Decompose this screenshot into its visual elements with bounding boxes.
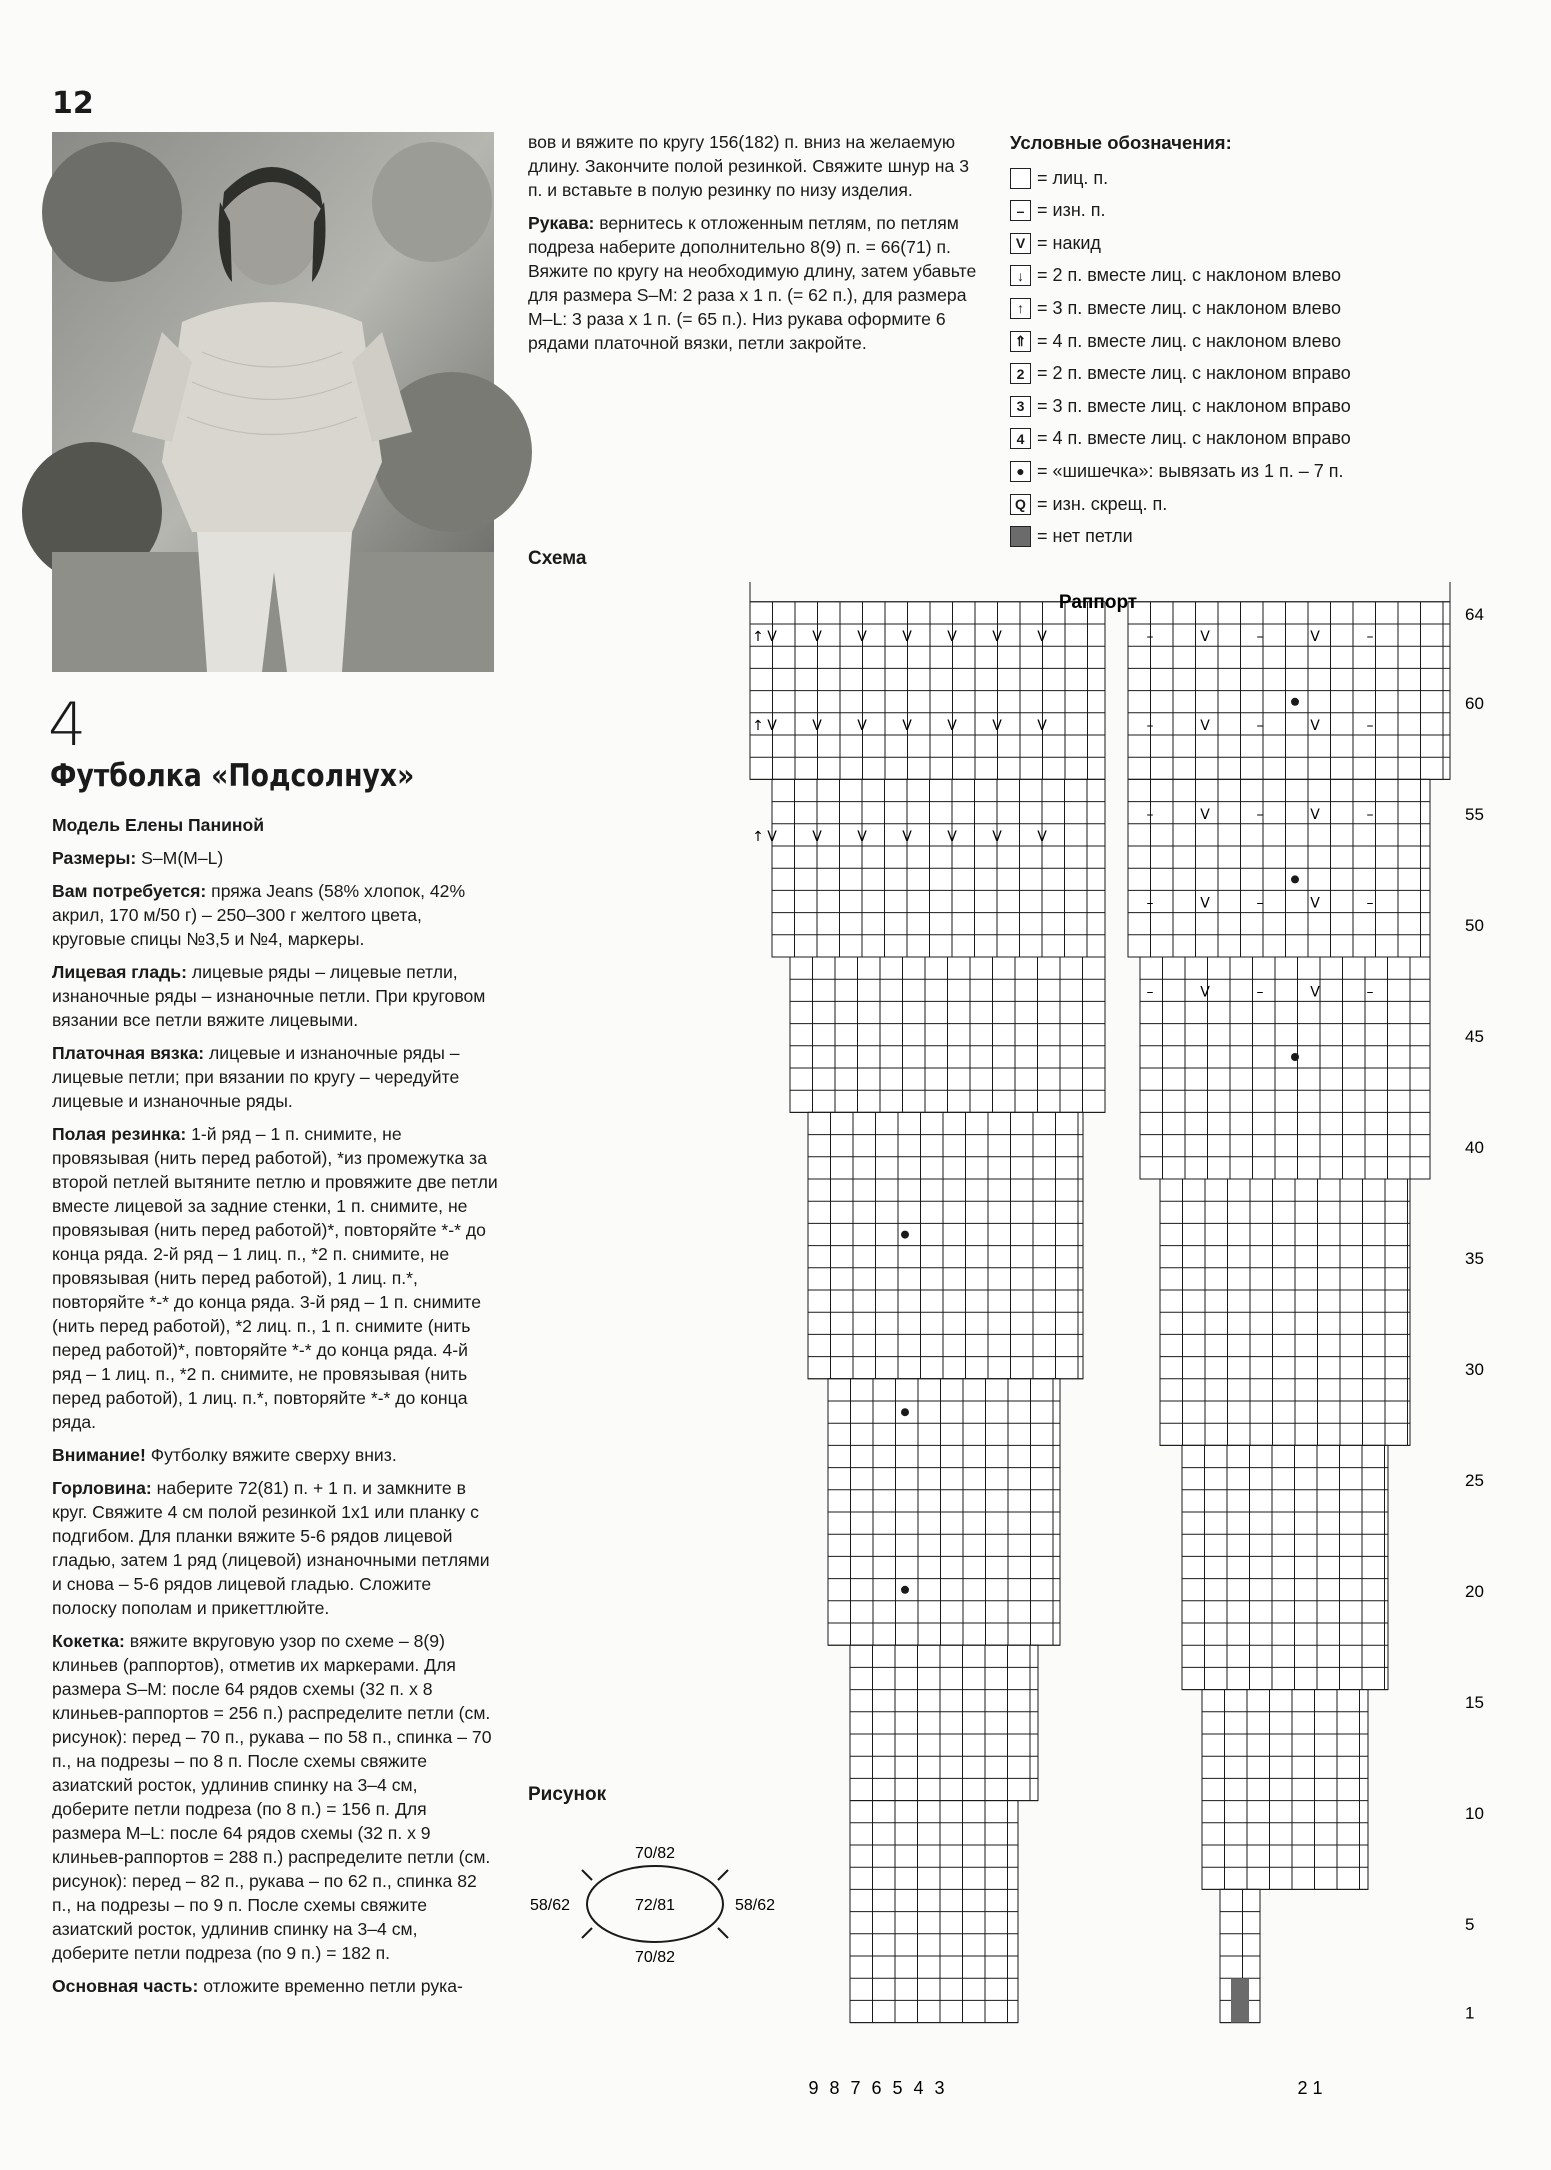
paragraph-heading: Вам потребуется: <box>52 881 207 901</box>
legend-text: = изн. скрещ. п. <box>1037 493 1168 514</box>
legend-symbol-icon: 2 <box>1010 363 1031 384</box>
row-number: 64 <box>1465 605 1484 624</box>
legend-text: = 4 п. вместе лиц. с наклоном влево <box>1037 330 1342 351</box>
chart-stitch-symbol: V <box>1037 629 1047 646</box>
paragraph-text: отложите временно петли рука- <box>198 1976 463 1996</box>
chart-stitch-symbol: – <box>1256 806 1264 823</box>
col1-paragraph <box>52 1974 498 1998</box>
legend-item <box>1010 427 1351 451</box>
chart-stitch-symbol: V <box>1200 718 1210 734</box>
legend-item <box>1010 525 1133 549</box>
chart-stitch-symbol: – <box>1366 895 1374 912</box>
page-number: 12 <box>52 86 94 121</box>
legend-item <box>1010 329 1341 353</box>
legend-item <box>1010 394 1351 418</box>
chart-stitch-symbol: – <box>1256 895 1264 912</box>
col2-paragraph <box>528 130 978 202</box>
chart-stitch-symbol: – <box>1146 895 1154 912</box>
legend-symbol-icon: V <box>1010 233 1031 254</box>
figure-label: Рисунок <box>528 1784 607 1805</box>
chart-stitch-symbol: – <box>1256 984 1264 1001</box>
paragraph-text: Футболку вяжите сверху вниз. <box>145 1445 397 1465</box>
chart-stitch-symbol: V <box>902 829 912 845</box>
chart-stitch-symbol: V <box>812 829 822 845</box>
chart-stitch-symbol: V <box>1200 984 1210 1001</box>
chart-stitch-symbol: V <box>1200 895 1210 912</box>
chart-stitch-symbol: V <box>812 629 822 646</box>
row-number: 1 <box>1465 2003 1475 2023</box>
chart-stitch-symbol: V <box>812 718 822 734</box>
chart-stitch-symbol: V <box>947 629 957 646</box>
paragraph-heading: Модель Елены Паниной <box>52 815 265 835</box>
legend-symbol-icon <box>1010 526 1031 547</box>
col1-paragraph <box>52 846 498 870</box>
bobble-mark <box>1291 875 1299 883</box>
legend-text: = 4 п. вместе лиц. с наклоном вправо <box>1037 428 1351 449</box>
bottom-right-column-numbers: 2 1 <box>1297 2078 1323 2098</box>
paragraph-text: 1-й ряд – 1 п. снимите, не провязывая (нить перед работой), *из промежутка за второй петлей вытяните петлю и провяжите две петли вместе лицевой за задние стенки, 1 п. снимите, не провязывая (нить перед работой)*, повторяйте *-* до конца ряда. 2-й ряд – 1 лиц. п., *2 п. снимите, не провязывая (нить перед работой), 1 лиц. п.*, повторяйте *-* до конца ряда. 3-й ряд – 1 п. снимите (нить перед работой), *2 лиц. п., 1 п. снимите (нить перед работой)*, повторяйте *-* до конца ряда. 4-й ряд – 1 лиц. п., *2 п. снимите, не провязывая (нить перед работой), 1 лиц. п.*, повторяйте *-* до конца ряда. <box>52 1124 498 1432</box>
legend-text: = 3 п. вместе лиц. с наклоном влево <box>1037 297 1342 318</box>
paragraph-heading: Полая резинка: <box>52 1124 187 1144</box>
rapport-label: Раппорт <box>1058 592 1138 613</box>
legend-symbol-icon: 3 <box>1010 396 1031 417</box>
legend-symbol-icon: ● <box>1010 461 1031 482</box>
chart-stitch-symbol: V <box>1037 718 1047 734</box>
paragraph-text: вяжите вкруговую узор по схеме – 8(9) клиньев (раппортов), отметив их маркерами. Для размера S–M: после 64 рядов схемы (32 п. х 8 клиньев-раппортов = 256 п.) распределите петли (см. рисунок): перед – 70 п., рукава – по 58 п., спинка – 70 п., на подрезы – по 8 п. После схемы свяжите азиатский росток, удлинив спинку на 3–4 см, доберите петли подреза (по 8 п.) = 156 п. Для размера M–L: после 64 рядов схемы (32 п. х 9 клиньев-раппортов = 288 п.) распределите петли (см. рисунок): перед – 82 п., рукава – по 62 п., спинка 82 п., на подрезы – по 9 п. После схемы свяжите азиатский росток, удлинив спинку на 3–4 см, доберите петли подреза (по 9 п.) = 182 п. <box>52 1631 492 1963</box>
row-number: 50 <box>1465 915 1484 935</box>
paragraph-heading: Рукава: <box>528 213 595 233</box>
knitting-chart <box>720 578 1484 2148</box>
legend-item <box>1010 264 1341 288</box>
paragraph-heading: Горловина: <box>52 1478 152 1498</box>
article-title: Футболка «Подсолнух» <box>50 758 415 794</box>
chart-stitch-symbol: V <box>947 718 957 734</box>
chart-stitch-symbol: V <box>947 829 957 845</box>
legend-item <box>1010 231 1101 255</box>
chart-stitch-symbol: – <box>1256 629 1264 646</box>
chart-stitch-symbol: V <box>1200 806 1210 823</box>
paragraph-heading: Внимание! <box>52 1445 146 1465</box>
chart-stitch-symbol: V <box>992 629 1002 646</box>
legend-item <box>1010 362 1351 386</box>
paragraph-text: пряжа Jeans (58% хлопок, 42% акрил, 170 м/50 г) – 250–300 г желтого цвета, круговые спицы №3,5 и №4, маркеры. <box>52 881 466 949</box>
legend-symbol-icon <box>1010 168 1031 189</box>
chart-stitch-symbol: V <box>992 829 1002 845</box>
figure-right-sleeve: 58/62 <box>734 1897 776 1914</box>
paragraph-heading: Основная часть: <box>52 1976 199 1996</box>
legend-text: = изн. п. <box>1037 200 1106 221</box>
chart-stitch-symbol: ↑ <box>752 829 764 845</box>
bobble-mark <box>901 1231 909 1239</box>
legend-text: = накид <box>1037 232 1101 253</box>
col1-paragraph <box>52 879 498 951</box>
chart-stitch-symbol: V <box>767 718 777 734</box>
row-number: 35 <box>1465 1248 1484 1268</box>
paragraph-heading: Платочная вязка: <box>52 1043 205 1063</box>
row-number: 25 <box>1465 1470 1484 1490</box>
row-number: 15 <box>1465 1692 1484 1712</box>
col1-paragraph <box>52 1122 498 1434</box>
legend-text: = 2 п. вместе лиц. с наклоном вправо <box>1037 363 1351 384</box>
legend-text: = 2 п. вместе лиц. с наклоном влево <box>1037 265 1342 286</box>
chart-stitch-symbol: – <box>1256 718 1264 734</box>
figure-left-sleeve: 58/62 <box>529 1897 571 1914</box>
legend-item <box>1010 459 1343 483</box>
col2-paragraph <box>528 211 978 355</box>
chart-stitch-symbol: V <box>902 629 912 646</box>
col1-paragraph <box>52 1041 498 1113</box>
legend-item <box>1010 166 1108 190</box>
chart-left-block <box>850 1645 1038 1800</box>
chart-stitch-symbol: V <box>1200 629 1210 646</box>
legend-symbol-icon: Q <box>1010 494 1031 515</box>
chart-stitch-symbol: V <box>1310 806 1320 823</box>
row-number: 30 <box>1465 1359 1484 1379</box>
bobble-mark <box>901 1586 909 1594</box>
chart-right-block <box>1202 1690 1368 1890</box>
col1-paragraph <box>52 960 498 1032</box>
chart-stitch-symbol: – <box>1146 984 1154 1001</box>
chart-stitch-symbol: V <box>1310 629 1320 646</box>
chart-stitch-symbol: ↑ <box>752 629 764 646</box>
chart-stitch-symbol: – <box>1366 806 1374 823</box>
paragraph-text: наберите 72(81) п. + 1 п. и замкните в круг. Свяжите 4 см полой резинкой 1х1 или планку с подгибом. Для планки вяжите 5-6 рядов лицевой гладью, затем 1 ряд (лицевой) изнаночными петлями и снова – 5-6 рядов лицевой гладью. Сложите полоску пополам и прикеттлюйте. <box>52 1478 490 1618</box>
row-number: 40 <box>1465 1137 1484 1157</box>
chart-stitch-symbol: V <box>857 829 867 845</box>
chart-stitch-symbol: V <box>1310 895 1320 912</box>
chart-stitch-symbol: – <box>1366 629 1374 646</box>
legend-symbol-icon: ↑ <box>1010 298 1031 319</box>
paragraph-heading: Размеры: <box>52 848 142 868</box>
instructions-column-2 <box>528 130 978 364</box>
chart-stitch-symbol: – <box>1366 718 1374 734</box>
legend-text: = нет петли <box>1037 526 1133 547</box>
legend-text: = лиц. п. <box>1037 167 1109 188</box>
figure-back: 70/82 <box>634 1949 676 1966</box>
col1-paragraph <box>52 1476 498 1620</box>
col1-paragraph <box>52 1629 498 1965</box>
paragraph-heading: Кокетка: <box>52 1631 125 1651</box>
row-number: 10 <box>1465 1803 1484 1823</box>
distribution-figure <box>520 1838 800 1978</box>
row-number: 45 <box>1465 1026 1484 1046</box>
bottom-left-column-numbers: 9 8 7 6 5 4 3 <box>808 2078 948 2098</box>
chart-stitch-symbol: V <box>1037 829 1047 845</box>
chart-stitch-symbol: V <box>902 718 912 734</box>
chart-stitch-symbol: V <box>1310 984 1320 1001</box>
chart-stitch-symbol: V <box>767 829 777 845</box>
figure-neck: 72/81 <box>634 1897 676 1914</box>
bobble-mark <box>1291 698 1299 706</box>
chart-stitch-symbol: V <box>992 718 1002 734</box>
row-number: 60 <box>1465 693 1484 713</box>
model-photo <box>52 132 494 672</box>
legend-item <box>1010 492 1167 516</box>
chart-stitch-symbol: – <box>1146 806 1154 823</box>
row-number: 55 <box>1465 804 1484 824</box>
row-number: 20 <box>1465 1581 1484 1601</box>
bobble-mark <box>901 1408 909 1416</box>
chart-right-block <box>1182 1445 1388 1689</box>
legend-text: = 3 п. вместе лиц. с наклоном вправо <box>1037 395 1351 416</box>
col1-paragraph <box>52 1443 498 1467</box>
paragraph-text: S–M(M–L) <box>141 848 224 868</box>
legend-item <box>1010 199 1106 223</box>
legend-item <box>1010 296 1341 320</box>
chart-stitch-symbol: V <box>857 718 867 734</box>
paragraph-text: вернитесь к отложенным петлям, по петлям подреза наберите дополнительно 8(9) п. = 66(71) п. Вяжите по кругу на необходимую длину, затем убавьте для размера S–M: 2 раза х 1 п. (= 62 п.), для размера M–L: 3 раза х 1 п. (= 65 п.). Низ рукава оформите 6 рядами платочной вязки, петли закройте. <box>528 213 977 353</box>
model-number: 4 <box>48 690 87 760</box>
paragraph-text: лицевые и изнаночные ряды – лицевые петли; при вязании по кругу – чередуйте лицевые и изнаночные ряды. <box>52 1043 460 1111</box>
chart-stitch-symbol: V <box>767 629 777 646</box>
legend-symbol-icon: 4 <box>1010 428 1031 449</box>
chart-stitch-symbol: – <box>1366 984 1374 1001</box>
row-number: 5 <box>1465 1914 1475 1934</box>
legend-title: Условные обозначения: <box>1010 132 1232 153</box>
figure-front: 70/82 <box>634 1845 676 1862</box>
paragraph-text: вов и вяжите по кругу 156(182) п. вниз на желаемую длину. Закончите полой резинкой. Свяжите шнур на 3 п. и вставьте в полую резинку по низу изделия. <box>528 132 969 200</box>
legend-symbol-icon: ↓ <box>1010 265 1031 286</box>
bobble-mark <box>1291 1053 1299 1061</box>
chart-stitch-symbol: V <box>857 629 867 646</box>
paragraph-text: лицевые ряды – лицевые петли, изнаночные ряды – изнаночные петли. При круговом вязании все петли вяжите лицевыми. <box>52 962 486 1030</box>
paragraph-heading: Лицевая гладь: <box>52 962 187 982</box>
instructions-column-1 <box>52 813 498 2007</box>
legend-symbol-icon: – <box>1010 200 1031 221</box>
chart-stitch-symbol: V <box>1310 718 1320 734</box>
chart-stitch-symbol: – <box>1146 718 1154 734</box>
chart-stitch-symbol: ↑ <box>752 718 764 734</box>
schema-label: Схема <box>528 548 587 569</box>
chart-stitch-symbol: – <box>1146 629 1154 646</box>
col1-paragraph <box>52 813 498 837</box>
legend-text: = «шишечка»: вывязать из 1 п. – 7 п. <box>1037 460 1344 481</box>
no-stitch-cell <box>1231 1978 1249 2022</box>
legend-symbol-icon: ⇑ <box>1010 331 1031 352</box>
